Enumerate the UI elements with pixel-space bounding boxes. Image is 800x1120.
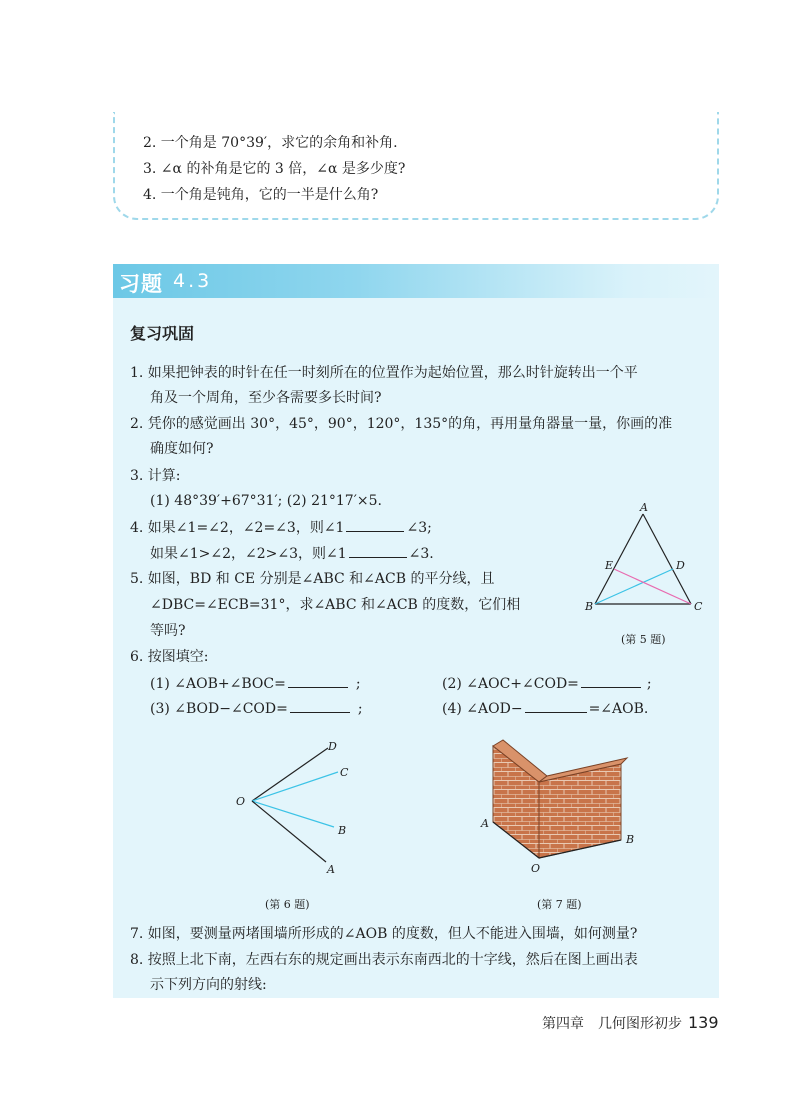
exercise-panel bbox=[113, 264, 719, 998]
exercise-q7: 7. 如图，要测量两堵围墙所形成的∠AOB 的度数，但人不能进入围墙，如何测量? bbox=[130, 926, 638, 942]
fig5-label-c: C bbox=[694, 600, 703, 612]
practice-item-3: 3. ∠α 的补角是它的 3 倍，∠α 是多少度? bbox=[143, 161, 406, 177]
q6-part-4 bbox=[442, 698, 648, 719]
exercise-q8-line1: 8. 按照上北下南，左西右东的规定画出表示东南西北的十字线，然后在图上画出表 bbox=[130, 952, 638, 968]
fig7-label-o: O bbox=[531, 862, 541, 875]
q6-blank-4[interactable] bbox=[525, 698, 587, 713]
exercise-q1-line2: 角及一个周角，至少各需要多长时间? bbox=[150, 390, 382, 406]
ray-oa bbox=[252, 801, 326, 862]
exercise-q3-parts: (1) 48°39′+67°31′; (2) 21°17′×5. bbox=[150, 493, 382, 509]
exercise-q3: 3. 计算: bbox=[130, 468, 181, 484]
q6-part-3-end: ; bbox=[357, 701, 363, 717]
q4-blank-2[interactable] bbox=[349, 543, 407, 558]
exercise-q4-line1 bbox=[130, 517, 432, 538]
q6-part-3-text: (3) ∠BOD−∠COD= bbox=[150, 701, 288, 717]
fig6-label-c: C bbox=[340, 766, 349, 779]
figure-6-caption: (第 6 题) bbox=[265, 898, 310, 911]
q4-line1-end: ∠3; bbox=[406, 520, 432, 536]
q6-part-1-text: (1) ∠AOB+∠BOC= bbox=[150, 676, 286, 692]
figure-7-caption: (第 7 题) bbox=[537, 898, 582, 911]
exercise-q2-line1: 2. 凭你的感觉画出 30°，45°，90°，120°，135°的角，再用量角器量一量，你画的准 bbox=[130, 416, 673, 432]
footer-chapter: 第四章 几何图形初步 bbox=[542, 1016, 682, 1032]
triangle-side-ab bbox=[595, 514, 643, 604]
q6-part-2 bbox=[442, 673, 652, 694]
ray-od bbox=[252, 748, 328, 801]
ray-oc bbox=[252, 772, 338, 801]
exercise-header-number: 4.3 bbox=[173, 270, 213, 292]
fig6-label-a: A bbox=[327, 863, 335, 876]
practice-item-4: 4. 一个角是钝角，它的一半是什么角? bbox=[143, 187, 379, 203]
exercise-q4-line2 bbox=[150, 543, 434, 564]
exercise-q5-line3: 等吗? bbox=[150, 623, 186, 639]
page-number: 139 bbox=[688, 1013, 719, 1032]
q6-part-2-end: ; bbox=[646, 676, 652, 692]
fig6-label-d: D bbox=[328, 740, 337, 753]
q6-part-3 bbox=[150, 698, 363, 719]
exercise-header bbox=[113, 264, 719, 298]
fig7-label-a: A bbox=[481, 817, 489, 830]
q6-part-4-end: =∠AOB. bbox=[588, 701, 649, 717]
q4-line1-start: 4. 如果∠1=∠2，∠2=∠3，则∠1 bbox=[130, 520, 345, 536]
fig5-label-a: A bbox=[640, 502, 648, 514]
ray-ob bbox=[252, 801, 334, 827]
exercise-q6: 6. 按图填空: bbox=[130, 649, 209, 665]
figure-7-walls bbox=[473, 736, 653, 876]
fig6-label-b: B bbox=[338, 824, 347, 837]
fig5-label-b: B bbox=[585, 600, 594, 612]
exercise-q5-line1: 5. 如图，BD 和 CE 分别是∠ABC 和∠ACB 的平分线，且 bbox=[130, 571, 495, 587]
fig7-label-b: B bbox=[626, 833, 635, 846]
exercise-q8-line2: 示下列方向的射线: bbox=[150, 977, 267, 993]
q6-part-1 bbox=[150, 673, 361, 694]
q6-blank-3[interactable] bbox=[290, 698, 350, 713]
page-footer bbox=[542, 1013, 719, 1033]
exercise-header-title: 习题 bbox=[119, 272, 163, 296]
q6-part-4-text: (4) ∠AOD− bbox=[442, 701, 523, 717]
fig5-label-d: D bbox=[676, 559, 685, 572]
q6-part-1-end: ; bbox=[355, 676, 361, 692]
q6-blank-1[interactable] bbox=[288, 673, 348, 688]
bisector-ce bbox=[614, 569, 691, 604]
exercise-q1-line1: 1. 如果把钟表的时针在任一时刻所在的位置作为起始位置，那么时针旋转出一个平 bbox=[130, 365, 638, 381]
section-title: 复习巩固 bbox=[130, 324, 195, 343]
q6-part-2-text: (2) ∠AOC+∠COD= bbox=[442, 676, 579, 692]
exercise-q2-line2: 确度如何? bbox=[150, 441, 214, 457]
fig5-label-e: E bbox=[605, 559, 614, 572]
exercise-q5-line2: ∠DBC=∠ECB=31°，求∠ABC 和∠ACB 的度数，它们相 bbox=[150, 597, 521, 613]
fig6-label-o: O bbox=[236, 795, 246, 808]
q4-line2-end: ∠3. bbox=[408, 546, 434, 562]
q4-blank-1[interactable] bbox=[346, 517, 404, 532]
figure-6-rays bbox=[230, 736, 360, 876]
figure-5-caption: (第 5 题) bbox=[621, 633, 666, 646]
q6-blank-2[interactable] bbox=[581, 673, 641, 688]
bisector-bd bbox=[595, 569, 673, 604]
practice-box bbox=[113, 112, 719, 220]
practice-item-2: 2. 一个角是 70°39′，求它的余角和补角. bbox=[143, 135, 398, 151]
figure-5-triangle bbox=[583, 502, 703, 612]
q4-line2-start: 如果∠1>∠2，∠2>∠3，则∠1 bbox=[150, 546, 347, 562]
